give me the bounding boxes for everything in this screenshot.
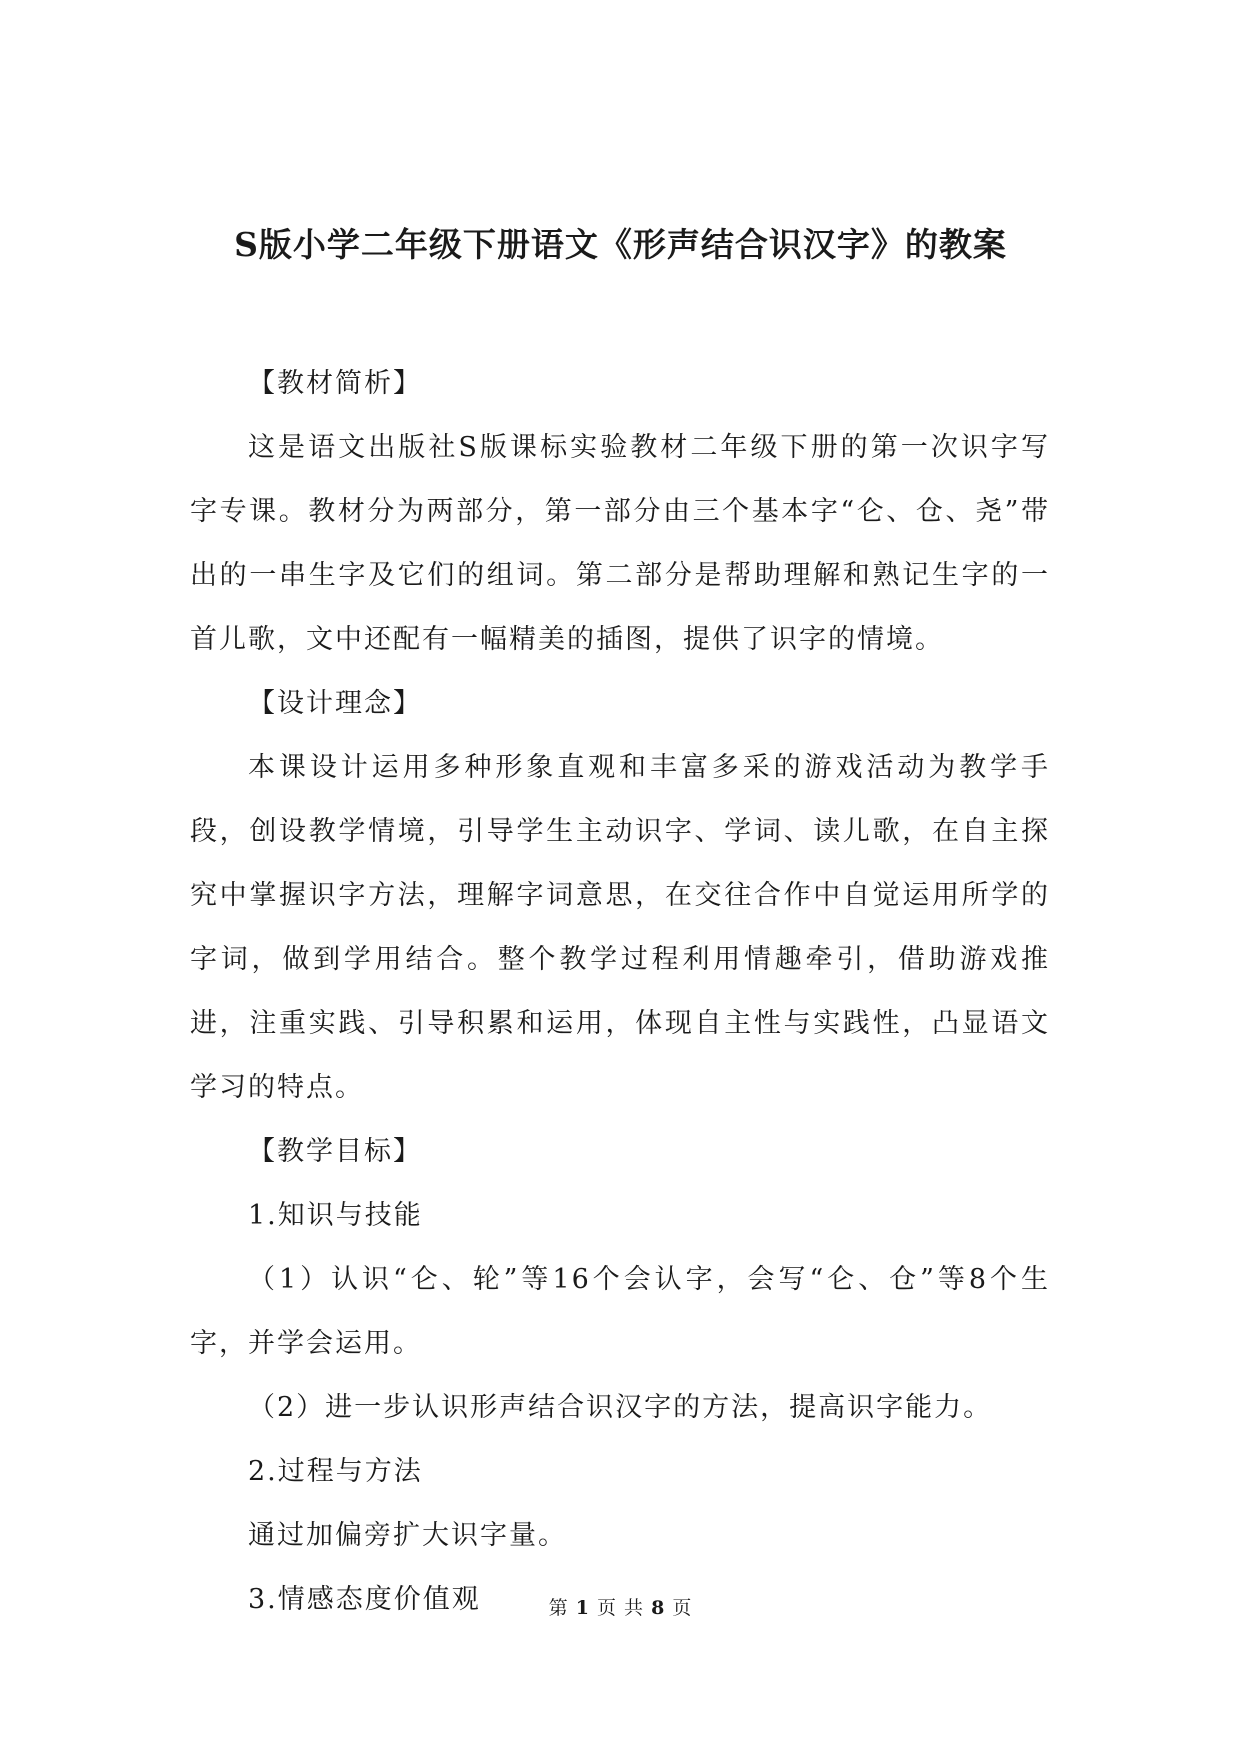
footer-current-page: 1: [575, 1597, 590, 1619]
page-footer: [0, 1596, 1241, 1620]
goal-item-1: （1）认识“仑、轮”等16个会认字，会写“仑、仓”等8个生字，并学会运用。: [190, 1264, 1050, 1359]
footer-prefix: 第: [548, 1597, 569, 1619]
document-title: S版小学二年级下册语文《形声结合识汉字》的教案: [234, 225, 1007, 264]
paragraph-textbook-analysis: 这是语文出版社S版课标实验教材二年级下册的第一次识字写字专课。教材分为两部分，第一部分由三个基本字“仑、仓、尧”带出的一串生字及它们的组词。第二部分是帮助理解和熟记生字的一首儿歌，文中还配有一幅精美的插图，提供了识字的情境。: [190, 432, 1050, 655]
footer-suffix: 页: [672, 1597, 693, 1619]
document-body: [190, 352, 1050, 1632]
footer-total-pages: 8: [651, 1597, 666, 1619]
section-heading-textbook-analysis: 【教材简析】: [248, 368, 422, 399]
goal-heading-emotion-values: 3.情感态度价值观: [248, 1584, 481, 1615]
paragraph-design-concept: 本课设计运用多种形象直观和丰富多采的游戏活动为教学手段，创设教学情境，引导学生主动识字、学词、读儿歌，在自主探究中掌握识字方法，理解字词意思，在交往合作中自觉运用所学的字词，做到学用结合。整个教学过程利用情趣牵引，借助游戏推进，注重实践、引导积累和运用，体现自主性与实践性，凸显语文学习的特点。: [190, 752, 1050, 1103]
footer-middle: 页 共: [596, 1597, 645, 1619]
goal-heading-process-method: 2.过程与方法: [248, 1456, 423, 1487]
goal-process-text: 通过加偏旁扩大识字量。: [248, 1520, 567, 1551]
section-heading-design-concept: 【设计理念】: [248, 688, 422, 719]
goal-heading-knowledge-skills: 1.知识与技能: [248, 1200, 423, 1231]
section-heading-teaching-goals: 【教学目标】: [248, 1136, 422, 1167]
goal-item-2: （2）进一步认识形声结合识汉字的方法，提高识字能力。: [248, 1392, 993, 1423]
